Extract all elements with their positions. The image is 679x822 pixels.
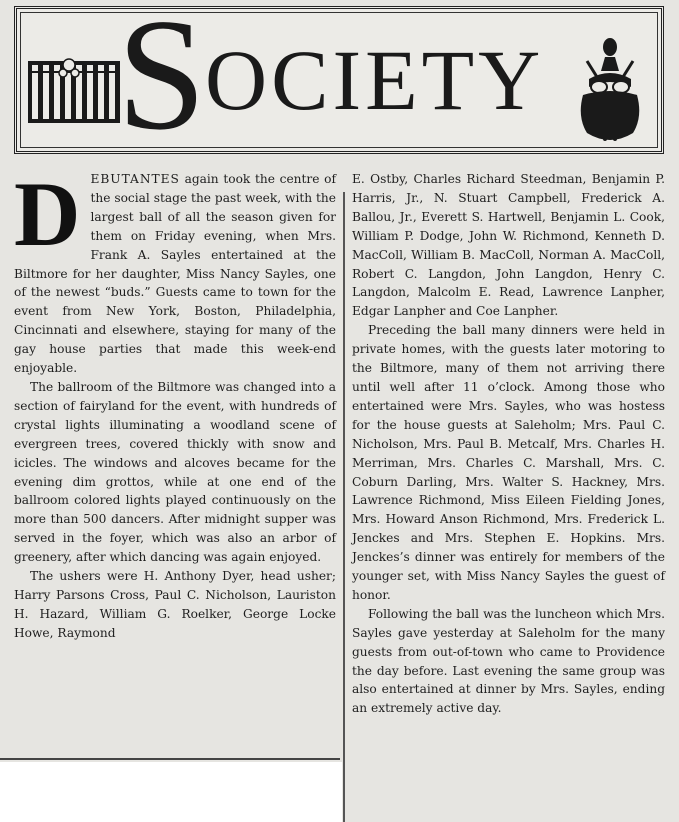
article-paragraph [14,163,336,378]
column-bottom-rule [0,758,340,760]
masthead-title [97,0,577,163]
paragraph-text: again took the centre of the social stage the past week, with the largest ball of all the season given for them on Friday evening, when Mrs. Frank A. Sayles entertained at the Biltmore for her daughter, Miss Nancy Sayles, one of the newest “buds.” Guests came to town for the event from New York, Boston, Philadelphia, Cincinnati and elsewhere, staying for many of the gay house parties that made this week-end enjoyable. [14,172,336,376]
article-paragraph: The ballroom of the Biltmore was changed into a section of fairyland for the event, with hundreds of crystal lights illuminating a woodland scene of evergreen trees, covered thickly with snow and icicles. The windows and alcoves became for the evening dim grottos, while at one end of the ballroom colored lights played continuously on the more than 500 dancers. After midnight supper was served in the foyer, which was also an arbor of greenery, after which dancing was again enjoyed. [14,379,336,565]
drop-cap: D [14,163,81,265]
title-initial: S [117,0,206,163]
column-divider [343,192,345,822]
blank-margin [0,762,342,822]
society-masthead [14,0,664,163]
article-right-column [352,170,665,718]
title-rest: OCIETY [205,32,545,128]
article-paragraph: Following the ball was the luncheon which Mrs. Sayles gave yesterday at Saleholm for the many guests from out-of-town who came to Providence the day before. Last evening the same group was also entertained at dinner by Mrs. Sayles, ending an extremely active day. [352,606,665,716]
article-left-column [14,163,336,643]
lead-caps: EBUTANTES [90,172,180,186]
article-paragraph: The ushers were H. Anthony Dyer, head usher; Harry Parsons Cross, Paul C. Nicholson, Lauriston H. Hazard, William G. Roelker, George Locke Howe, Raymond [14,569,336,640]
crinoline-lady-icon [567,37,653,147]
article-paragraph: Preceding the ball many dinners were held in private homes, with the guests later motoring to the Biltmore, many of them not arriving there until well after 11 o’clock. Among those who entertained were Mrs. Sayles, who was hostess for the house guests at Saleholm; Mrs. Paul C. Nicholson, Mrs. Paul B. Metcalf, Mrs. Charles H. Merriman, Mrs. Charles C. Marshall, Mrs. C. Coburn Darling, Mrs. Walter S. Hackney, Mrs. Lawrence Richmond, Miss Eileen Fielding Jones, Mrs. Howard Anson Richmond, Mrs. Frederick L. Jenckes and Mrs. Stephen E. Hopkins. Mrs. Jenckes’s dinner was entirely for members of the younger set, with Miss Nancy Sayles the guest of honor. [352,323,665,602]
article-paragraph: E. Ostby, Charles Richard Steedman, Benjamin P. Harris, Jr., N. Stuart Campbell, Frederick A. Ballou, Jr., Everett S. Hartwell, Benjamin L. Cook, William P. Dodge, John W. Richmond, Kenneth D. MacColl, William B. MacColl, Norman A. MacColl, Robert C. Langdon, John Langdon, Henry C. Langdon, Malcolm E. Read, Lawrence Lanpher, Edgar Lanpher and Coe Lanpher. [352,172,665,319]
